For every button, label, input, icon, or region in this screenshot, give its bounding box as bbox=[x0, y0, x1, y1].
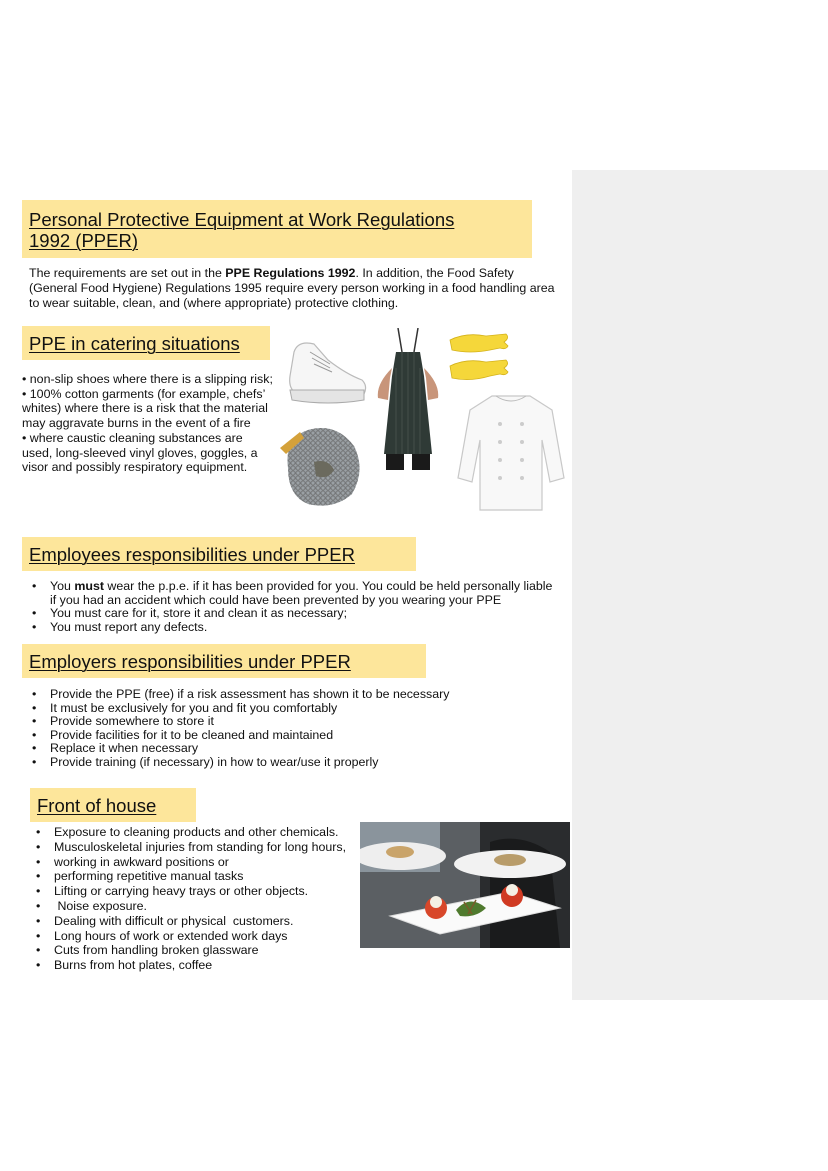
list-item: • Provide somewhere to store it bbox=[30, 715, 560, 729]
waiter-plates-image bbox=[360, 822, 570, 948]
ppe-regs-heading bbox=[22, 200, 532, 258]
list-item: • Exposure to cleaning products and other chemicals. bbox=[34, 825, 364, 840]
ppe-regs-title: Personal Protective Equipment at Work Regulations 1992 (PPER) bbox=[29, 209, 455, 251]
catering-item: • 100% cotton garments (for example, chefs’ whites) where there is a risk that the material may aggravate burns in the event of a fire bbox=[22, 386, 268, 431]
ppe-regs-intro bbox=[29, 266, 559, 311]
list-item: • working in awkward positions or bbox=[34, 855, 364, 870]
front-heading bbox=[30, 788, 196, 822]
side-panel bbox=[572, 170, 828, 1000]
employers-list bbox=[30, 688, 560, 769]
catering-item: • where caustic cleaning substances are used, long-sleeved vinyl gloves, goggles, a visor and possibly respiratory equipment. bbox=[22, 430, 258, 475]
list-item: • Cuts from handling broken glassware bbox=[34, 943, 364, 958]
employees-title: Employees responsibilities under PPER bbox=[29, 544, 355, 565]
catering-item: • non-slip shoes where there is a slipping risk; bbox=[22, 372, 273, 386]
list-item: • Replace it when necessary bbox=[30, 742, 560, 756]
yellow-gloves-image bbox=[446, 330, 512, 388]
chef-jacket-image bbox=[456, 390, 566, 514]
list-item: • Provide training (if necessary) in how to wear/use it properly bbox=[30, 756, 560, 770]
apron-image bbox=[372, 328, 444, 472]
employees-heading bbox=[22, 537, 416, 571]
list-item: • Provide the PPE (free) if a risk assessment has shown it to be necessary bbox=[30, 688, 560, 702]
list-item: • It must be exclusively for you and fit you comfortably bbox=[30, 702, 560, 716]
list-item: • Noise exposure. bbox=[34, 899, 364, 914]
list-item: • You must care for it, store it and clean it as necessary; bbox=[30, 607, 560, 621]
intro-bold: PPE Regulations 1992 bbox=[225, 266, 356, 280]
catering-list bbox=[22, 372, 274, 475]
employers-title: Employers responsibilities under PPER bbox=[29, 651, 351, 672]
list-item: • Musculoskeletal injuries from standing for long hours, bbox=[34, 840, 364, 855]
front-title: Front of house bbox=[37, 795, 157, 816]
white-shoe-image bbox=[284, 330, 370, 410]
intro-text: The requirements are set out in the bbox=[29, 266, 226, 280]
list-item: • Long hours of work or extended work days bbox=[34, 929, 364, 944]
list-item: • Dealing with difficult or physical customers. bbox=[34, 914, 364, 929]
catering-heading bbox=[22, 326, 270, 360]
list-item: • Provide facilities for it to be cleaned and maintained bbox=[30, 729, 560, 743]
front-list bbox=[34, 825, 364, 973]
intro-text-cont: . In addition, the Food Safety (General Food Hygiene) Regulations 1995 require every person working in a food handling area to wear suitable, clean, and (where appropriate) protective clothing. bbox=[29, 266, 555, 310]
list-item: • Lifting or carrying heavy trays or other objects. bbox=[34, 884, 364, 899]
list-item: • Burns from hot plates, coffee bbox=[34, 958, 364, 973]
list-item: • You must report any defects. bbox=[30, 621, 560, 635]
chainmail-glove-image bbox=[278, 418, 368, 510]
list-item: • performing repetitive manual tasks bbox=[34, 869, 364, 884]
employees-list bbox=[30, 580, 560, 634]
catering-title: PPE in catering situations bbox=[29, 333, 240, 354]
employers-heading bbox=[22, 644, 426, 678]
list-item: • You must wear the p.p.e. if it has been provided for you. You could be held personally liable if you had an accident which could have been prevented by you wearing your PPE bbox=[30, 580, 560, 607]
